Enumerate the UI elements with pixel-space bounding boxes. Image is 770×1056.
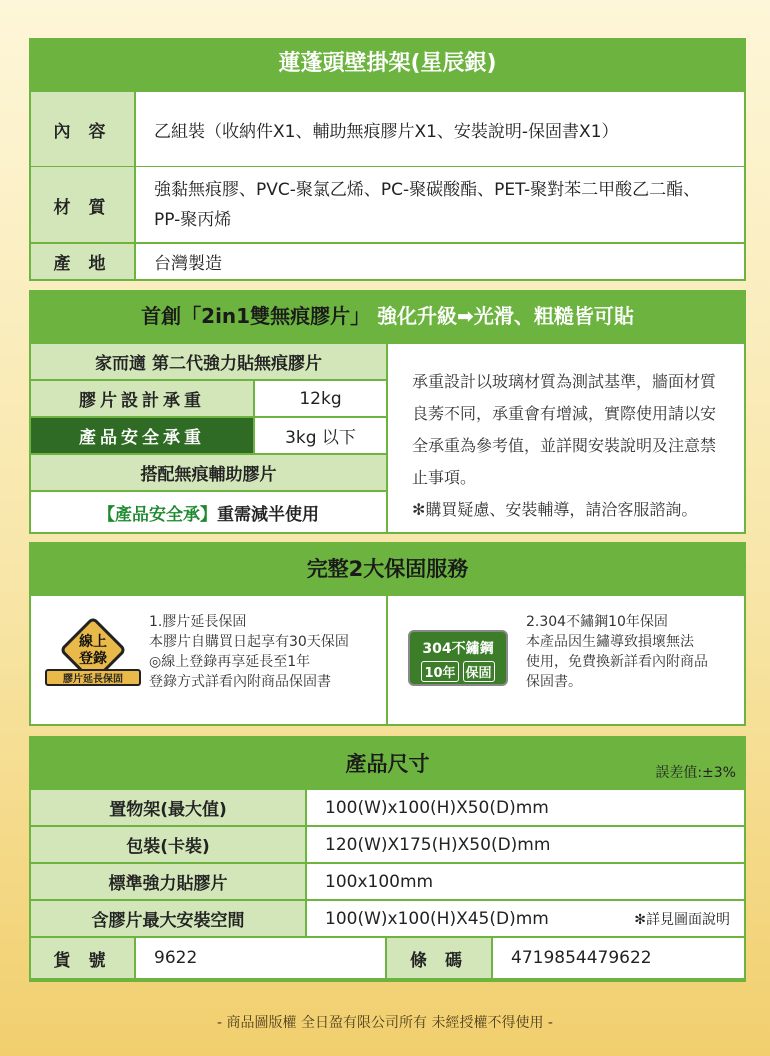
brand-cell: 家而適 第二代強力貼無痕膠片 xyxy=(31,344,386,379)
steel-badge-years: 10年 xyxy=(421,661,458,682)
size-value-rack: 100(W)x100(H)X50(D)mm xyxy=(307,790,744,825)
size-title: 產品尺寸 xyxy=(345,752,430,776)
steel-badge-top: 304不鏽鋼 xyxy=(422,641,494,657)
size-value-space xyxy=(307,901,744,936)
material-value: 強黏無痕膠、PVC-聚氯乙烯、PC-聚碳酸酯、PET-聚對苯二甲酸乙二酯、PP-聚丙烯 xyxy=(136,168,744,242)
load-description xyxy=(388,344,744,532)
adhesive-title-left: 首創「2in1雙無痕膠片」 xyxy=(141,304,371,328)
adhesive-panel xyxy=(29,290,746,534)
product-title: 蓮蓬頭壁掛架(星辰銀) xyxy=(278,51,497,76)
size-value-pack: 120(W)X175(H)X50(D)mm xyxy=(307,827,744,862)
tolerance: 誤差值:±3% xyxy=(655,765,736,781)
warranty-title: 完整2大保固服務 xyxy=(306,557,469,581)
half-note-rest: 重需減半使用 xyxy=(217,504,319,525)
size-label-pad: 標準強力貼膠片 xyxy=(31,864,305,899)
warranty-item-1 xyxy=(31,596,386,724)
badge-ribbon: 膠片延長保固 xyxy=(45,669,141,686)
adhesive-title xyxy=(29,290,746,342)
warranty-item-2 xyxy=(388,596,744,724)
load-desc-text: 承重設計以玻璃材質為測試基準，牆面材質良莠不同，承重會有增減，實際使用請以安全承重為參考值，並詳閱安裝說明及注意禁止事項。 xyxy=(412,372,717,487)
half-note-highlight: 【產品安全承】 xyxy=(98,504,217,525)
online-register-badge xyxy=(45,626,141,706)
badge-line1: 線上 xyxy=(79,634,107,650)
origin-value: 台灣製造 xyxy=(136,244,744,279)
item2-line1: 本產品因生鏽導致損壞無法 xyxy=(526,634,694,650)
item2-line3: 保固書。 xyxy=(526,674,582,690)
design-load-value: 12kg xyxy=(255,381,386,416)
see-diagram-note: ✻詳見圖面說明 xyxy=(634,911,730,928)
size-label-pack: 包裝(卡裝) xyxy=(31,827,305,862)
content-value-cell: 乙組裝（收納件X1、輔助無痕膠片X1、安裝說明-保固書X1） xyxy=(136,92,744,166)
item1-line3: 登錄方式詳看內附商品保固書 xyxy=(149,674,331,690)
badge-line2: 登錄 xyxy=(79,651,107,667)
design-load-label: 膠片設計承重 xyxy=(31,381,253,416)
item-no-value: 9622 xyxy=(136,938,385,978)
barcode-label: 條 碼 xyxy=(387,938,491,978)
badge-text xyxy=(45,634,141,668)
size-label-rack: 置物架(最大值) xyxy=(31,790,305,825)
safe-load-value: 3kg 以下 xyxy=(255,418,386,453)
item-no-label: 貨 號 xyxy=(31,938,134,978)
steel-badge-warranty: 保固 xyxy=(463,661,495,682)
item1-text xyxy=(149,612,385,692)
item1-line1: 本膠片自購買日起享有30天保固 xyxy=(149,634,349,650)
item2-title: 2.304不鏽鋼10年保固 xyxy=(526,614,668,630)
service-note: ✻購買疑慮、安裝輔導，請洽客服諮詢。 xyxy=(412,500,698,519)
safe-load-label: 產品安全承重 xyxy=(31,418,253,453)
aux-label: 搭配無痕輔助膠片 xyxy=(31,455,386,490)
item2-text xyxy=(526,612,738,692)
barcode-value: 4719854479622 xyxy=(493,938,744,978)
size-label-space: 含膠片最大安裝空間 xyxy=(31,901,305,936)
steel-badge xyxy=(408,630,508,686)
content-label-cell: 內 容 xyxy=(31,92,134,166)
size-value-pad: 100x100mm xyxy=(307,864,744,899)
item1-line2: ◎線上登錄再享延長至1年 xyxy=(149,654,311,670)
steel-badge-bottom xyxy=(410,661,506,682)
adhesive-title-right: 強化升級➡光滑、粗糙皆可貼 xyxy=(377,304,634,328)
half-note xyxy=(31,492,386,532)
copyright-footer: - 商品圖版權 全日盈有限公司所有 未經授權不得使用 - xyxy=(217,1015,553,1031)
origin-label: 產 地 xyxy=(31,244,134,279)
item2-line2: 使用，免費換新詳看內附商品 xyxy=(526,654,708,670)
size-value-space-text: 100(W)x100(H)X45(D)mm xyxy=(325,908,549,929)
material-label: 材 質 xyxy=(31,168,134,242)
warranty-panel xyxy=(29,542,746,726)
item1-title: 1.膠片延長保固 xyxy=(149,614,247,630)
size-panel xyxy=(29,736,746,982)
